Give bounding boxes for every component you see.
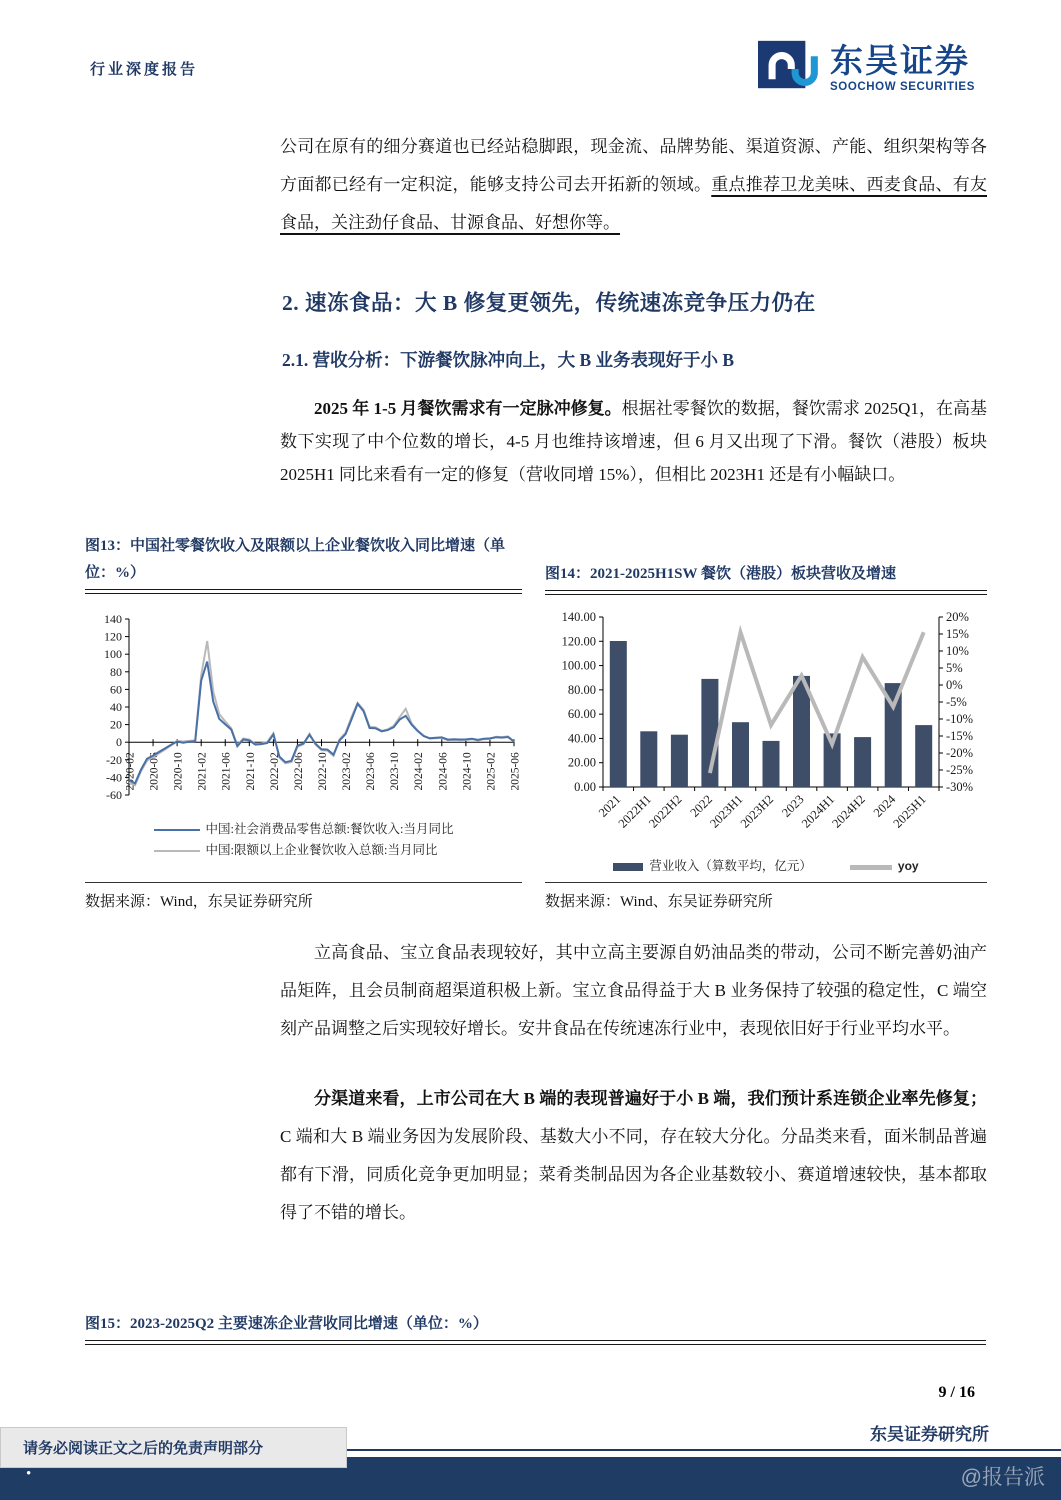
- svg-text:-10%: -10%: [946, 712, 974, 726]
- svg-text:2022H1: 2022H1: [615, 792, 654, 831]
- figure13-source: 数据来源：Wind，东吴证券研究所: [85, 894, 313, 910]
- svg-text:40.00: 40.00: [567, 731, 596, 746]
- figure13-title: 图13：中国社零餐饮收入及限额以上企业餐饮收入同比增速（单位：%）: [85, 538, 506, 581]
- svg-text:10%: 10%: [946, 644, 969, 658]
- figure14-source: 数据来源：Wind、东吴证券研究所: [545, 894, 773, 910]
- svg-text:2024-06: 2024-06: [437, 752, 450, 791]
- figure13-footer: [85, 882, 522, 911]
- svg-text:2021-06: 2021-06: [220, 752, 233, 791]
- svg-text:20: 20: [110, 717, 122, 732]
- paragraph-intro: [280, 128, 987, 242]
- legend-item-revenue: [613, 856, 812, 877]
- blue-line-swatch-icon: [154, 829, 200, 831]
- svg-text:2024H2: 2024H2: [829, 792, 868, 831]
- figure13-legend: [154, 819, 454, 861]
- page-number: 9 / 16: [938, 1384, 975, 1401]
- svg-text:2020-10: 2020-10: [172, 752, 185, 791]
- gray-line-swatch-icon: [154, 850, 200, 852]
- p1-text: 公司在原有的细分赛道也已经站稳脚跟，现金流、品牌势能、渠道资源、产能、组织架构等各方面都已经有一定积淀，能够支持公司去开拓新的领域。: [280, 137, 987, 194]
- legend-label: 中国:限额以上企业餐饮收入总额:当月同比: [205, 843, 438, 857]
- svg-text:140: 140: [104, 612, 122, 626]
- figure15-title: 图15：2023-2025Q2 主要速冻企业营收同比增速（单位：%）: [85, 1316, 488, 1332]
- svg-text:0: 0: [116, 735, 122, 750]
- figure14-bar-chart: [545, 595, 987, 847]
- section-heading-2: 2. 速冻食品：大 B 修复更领先，传统速冻竞争压力仍在: [282, 291, 816, 315]
- legend-item-above-quota: [154, 840, 438, 861]
- svg-text:80: 80: [110, 664, 122, 679]
- gray-line-swatch-icon: [850, 865, 892, 870]
- svg-text:2022-06: 2022-06: [292, 752, 305, 791]
- svg-text:-5%: -5%: [946, 695, 967, 709]
- paragraph-demand: [280, 392, 987, 491]
- legend-item-retail: [154, 819, 454, 840]
- svg-text:100: 100: [104, 647, 122, 662]
- svg-text:15%: 15%: [946, 627, 969, 641]
- footer-bullet: •: [26, 1466, 32, 1482]
- svg-text:0.00: 0.00: [574, 780, 596, 794]
- svg-text:2025-02: 2025-02: [485, 752, 498, 791]
- svg-text:2022-02: 2022-02: [268, 752, 281, 791]
- svg-text:2020-06: 2020-06: [148, 752, 161, 791]
- svg-text:2021-10: 2021-10: [244, 752, 257, 791]
- institute-name: 东吴证券研究所: [870, 1425, 989, 1444]
- p4-bold-lead: 分渠道来看，上市公司在大 B 端的表现普遍好于小 B 端，我们预计系连锁企业率先修复；: [314, 1089, 987, 1108]
- svg-text:-20: -20: [106, 752, 122, 767]
- svg-text:60.00: 60.00: [567, 707, 596, 722]
- svg-text:2020-02: 2020-02: [124, 752, 137, 791]
- svg-text:2025-06: 2025-06: [509, 752, 522, 791]
- figure14-title: 图14：2021-2025H1SW 餐饮（港股）板块营收及增速: [545, 566, 896, 582]
- svg-text:2022: 2022: [687, 792, 716, 820]
- svg-text:60: 60: [110, 682, 122, 697]
- svg-text:2023: 2023: [779, 792, 807, 820]
- legend-item-yoy: [850, 856, 919, 877]
- figure14-legend: [545, 856, 987, 877]
- svg-text:-30%: -30%: [946, 780, 974, 794]
- svg-text:-25%: -25%: [946, 763, 974, 777]
- svg-text:100.00: 100.00: [561, 658, 596, 673]
- bar-swatch-icon: [613, 863, 643, 871]
- figure15-block: [85, 1311, 986, 1345]
- p2-text: 根据社零餐饮的数据，餐饮需求 2025Q1，在高基数下实现了中个位数的增长，4-5 月也维持该增速，但 6 月又出现了下滑。餐饮（港股）板块 2025H1 同比来看有一定的修复（营收同增 15%），但相比 2023H1 还是有小幅缺口。: [280, 399, 987, 484]
- p1-recommendation-underlined: 重点推荐卫龙美味、西麦食品、有友食品，关注劲仔食品、甘源食品、好想你等。: [280, 175, 987, 232]
- svg-text:2024: 2024: [870, 792, 899, 820]
- svg-text:2021: 2021: [595, 792, 624, 820]
- p3-text: 立高食品、宝立食品表现较好，其中立高主要源自奶油品类的带动，公司不断完善奶油产品矩阵，且会员制商超渠道积极上新。宝立食品得益于大 B 业务保持了较强的稳定性，C 端空刻产品调整之后实现较好增长。安井食品在传统速冻行业中，表现依旧好于行业平均水平。: [280, 943, 987, 1038]
- svg-text:2022H2: 2022H2: [646, 792, 685, 831]
- svg-text:2024H1: 2024H1: [798, 792, 838, 831]
- svg-text:2022-10: 2022-10: [317, 752, 329, 791]
- figure15-title-rule: [85, 1340, 986, 1345]
- svg-text:5%: 5%: [946, 661, 963, 675]
- section-heading-2-1: 2.1. 营收分析：下游餐饮脉冲向上，大 B 业务表现好于小 B: [282, 350, 735, 370]
- brand-name-cn: 东吴证券: [830, 44, 970, 80]
- figure13-block: [85, 533, 522, 911]
- svg-text:140.00: 140.00: [561, 610, 596, 624]
- soochow-logo-icon: [758, 37, 822, 101]
- report-type-label: 行业深度报告: [90, 62, 199, 78]
- brand-logo: [758, 34, 994, 104]
- svg-text:2024-10: 2024-10: [461, 752, 474, 791]
- figure14-footer: [545, 882, 987, 911]
- svg-text:20.00: 20.00: [567, 755, 596, 770]
- brand-text: [830, 45, 975, 93]
- svg-text:40: 40: [110, 700, 122, 714]
- svg-text:2023-02: 2023-02: [341, 752, 354, 791]
- svg-text:2023H1: 2023H1: [707, 792, 746, 831]
- disclaimer-box: 请务必阅读正文之后的免责声明部分: [0, 1427, 347, 1468]
- figure13-line-chart: [85, 594, 522, 812]
- paragraph-channels: [280, 1080, 987, 1232]
- svg-text:-60: -60: [106, 788, 122, 802]
- svg-text:2025H1: 2025H1: [890, 792, 929, 831]
- p4-text: C 端和大 B 端业务因为发展阶段、基数大小不同，存在较大分化。分品类来看，面米制品普遍都有下滑，同质化竞争更加明显；菜肴类制品因为各企业基数较小、赛道增速较快，基本都取得了不错的增长。: [280, 1127, 987, 1222]
- svg-text:2023-06: 2023-06: [365, 752, 378, 791]
- watermark: @报告派: [960, 1466, 1045, 1489]
- legend-label: 中国:社会消费品零售总额:餐饮收入:当月同比: [205, 822, 454, 836]
- svg-text:20%: 20%: [946, 610, 969, 624]
- svg-text:-20%: -20%: [946, 746, 974, 760]
- legend-label: yoy: [897, 859, 919, 873]
- svg-text:80.00: 80.00: [567, 682, 596, 697]
- svg-text:2023H2: 2023H2: [737, 792, 777, 831]
- p2-bold-lead: 2025 年 1-5 月餐饮需求有一定脉冲修复。: [314, 399, 622, 418]
- brand-name-en: SOOCHOW SECURITIES: [830, 81, 975, 93]
- svg-text:2021-02: 2021-02: [196, 752, 209, 791]
- svg-text:2024-02: 2024-02: [413, 752, 426, 791]
- paragraph-ligao-baoli: [280, 934, 987, 1048]
- legend-label: 营业收入（算数平均，亿元）: [649, 859, 812, 873]
- svg-text:-15%: -15%: [946, 729, 974, 743]
- svg-text:2023-10: 2023-10: [389, 752, 402, 791]
- svg-text:0%: 0%: [946, 678, 963, 692]
- figure14-block: [545, 533, 987, 911]
- svg-text:120.00: 120.00: [561, 634, 596, 649]
- svg-text:-40: -40: [106, 770, 122, 785]
- svg-text:120: 120: [104, 629, 122, 644]
